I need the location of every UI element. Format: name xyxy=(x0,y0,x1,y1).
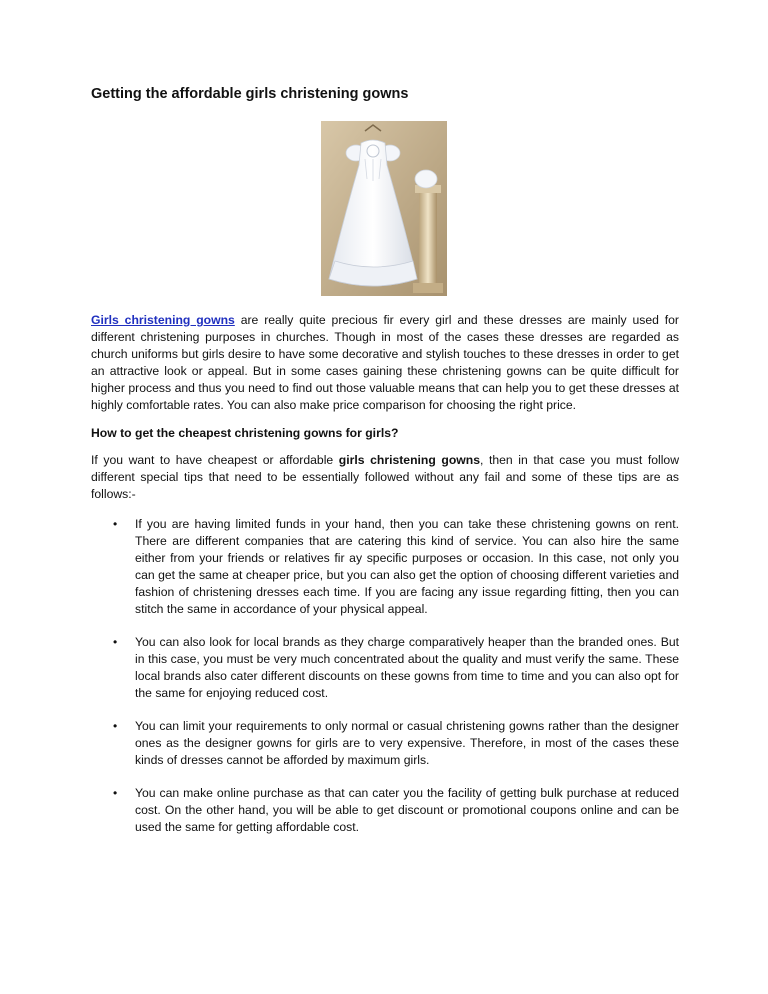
tips-list xyxy=(91,516,679,853)
bold-keyword: girls christening gowns xyxy=(338,453,480,467)
page-title: Getting the affordable girls christening gowns xyxy=(91,86,409,102)
section-heading: How to get the cheapest christening gowns for girls? xyxy=(91,426,399,440)
bullet: • xyxy=(113,786,118,801)
intro-paragraph xyxy=(91,312,679,413)
lead-paragraph: If you want to have cheapest or affordable girls christening gowns, then in that case you must follow different special tips that need to be essentially followed without any fail and some of these tips are as follows:- xyxy=(91,453,679,501)
intro-text: are really quite precious fir every girl and these dresses are mainly used for different christening purposes in churches. Though in most of the cases these dresses are regarded as church uniforms but girls desire to have some decorative and stylish touches to these dresses in order to get an attractive look or appeal. But in some cases gaining these christening gowns can be quite difficult for higher process and thus you need to find out those valuable means that can help you to get these dresses at highly comfortable rates. You can also make price comparison for choosing the right price. xyxy=(91,313,679,412)
list-item: • You can make online purchase as that can cater you the facility of getting bulk purchase at reduced cost. On the other hand, you will be able to get discount or promotional coupons online and can be used the same for getting affordable cost. xyxy=(113,786,679,835)
girls-christening-gowns-link[interactable]: Girls christening gowns xyxy=(91,313,235,327)
bullet: • xyxy=(113,634,118,649)
list-item: • You can also look for local brands as they charge comparatively heaper than the branded ones. But in this case, you must be very much concentrated about the quality and must verify the same. These local brands also cater different discounts on these gowns from time to time and you can also opt for the same for enjoying reduced cost. xyxy=(113,634,679,700)
bullet: • xyxy=(113,517,118,531)
list-item: • If you are having limited funds in your hand, then you can take these christening gowns on rent. There are different companies that are catering this kind of service. You can also hire the same either from your friends or relatives fir ay specific purposes or occasion. In this case, not only you can get the same at cheaper price, but you can also get the option of choosing different varieties and fashion of christening dresses each time. If you are facing any issue regarding fitting, then you can stitch the same in accordance of your physical appeal. xyxy=(113,517,679,616)
list-item: • You can limit your requirements to only normal or casual christening gowns rather than the designer ones as the designer gowns for girls are to very expensive. Therefore, in most of the cases these kinds of dresses cannot be afforded by maximum girls. xyxy=(113,719,679,767)
bullet: • xyxy=(113,719,118,734)
christening-gown-photo xyxy=(321,121,447,296)
